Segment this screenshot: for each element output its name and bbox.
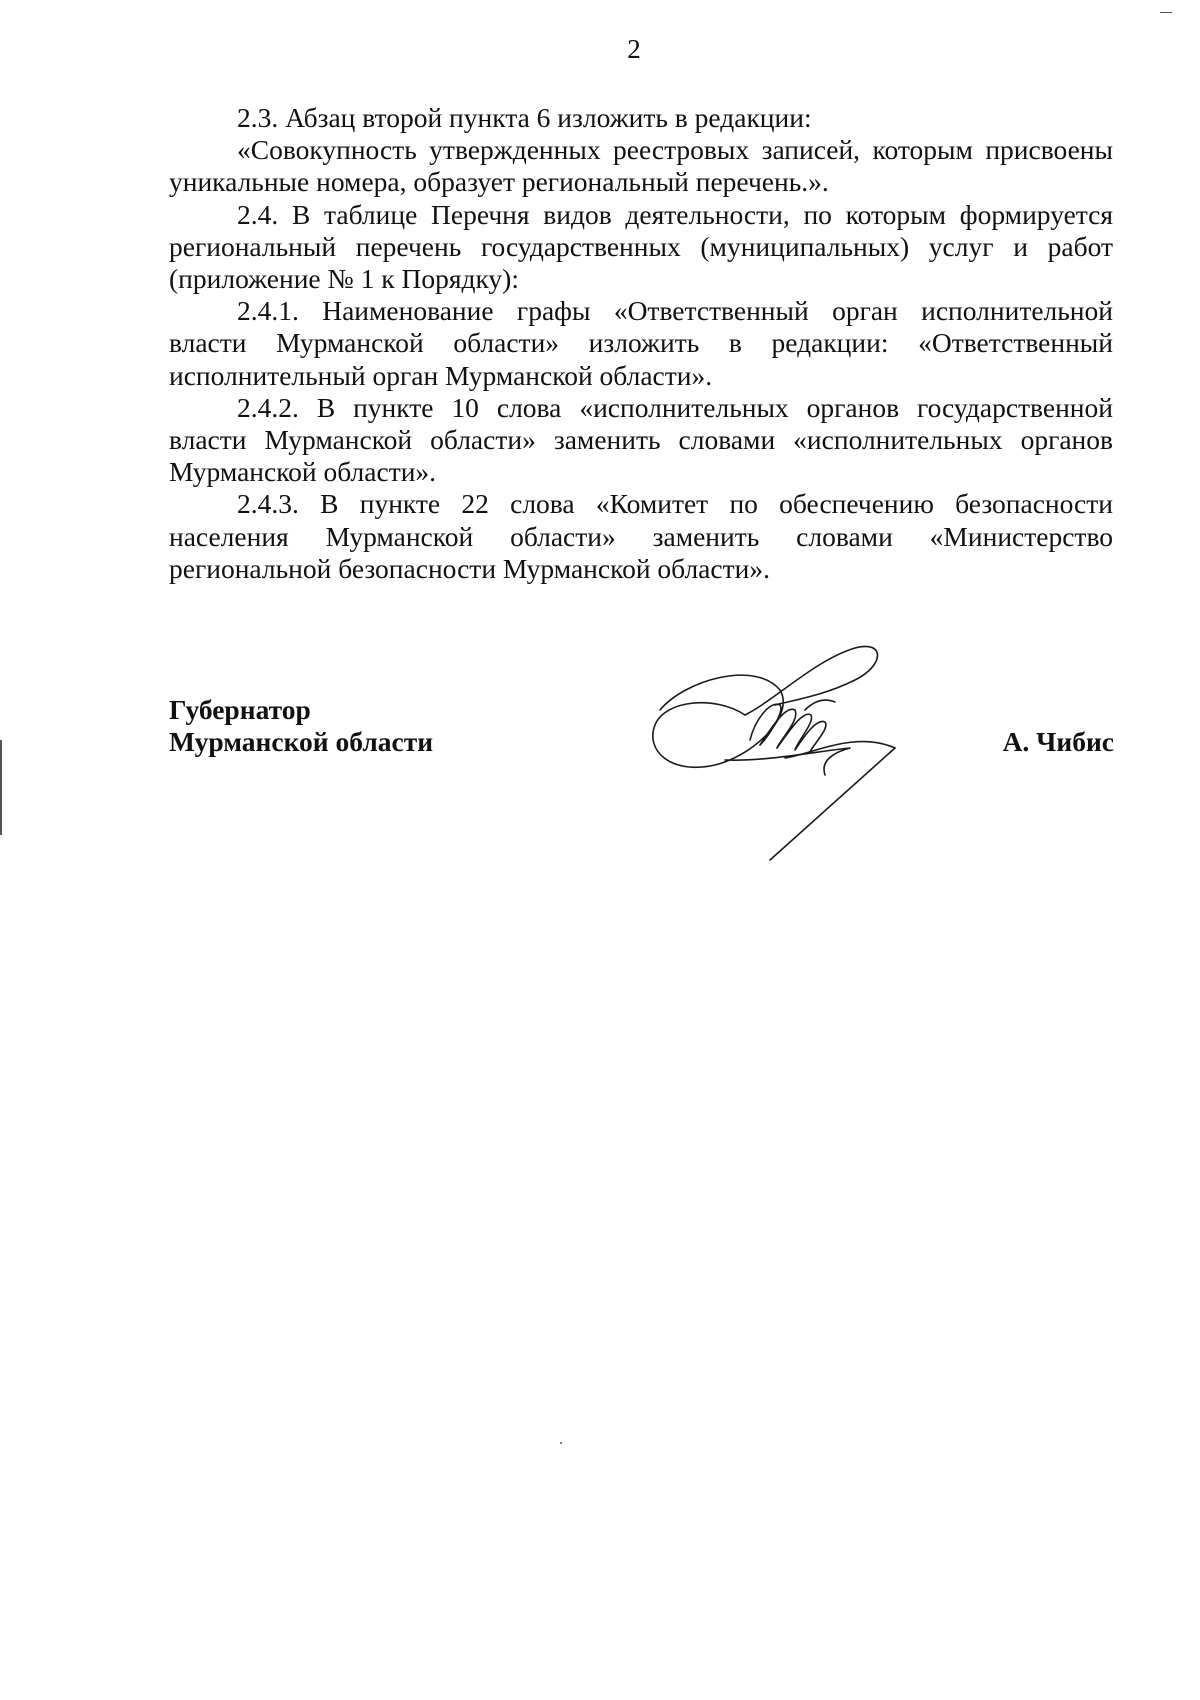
paragraph-2-3: 2.3. Абзац второй пункта 6 изложить в редакции: xyxy=(237,102,812,133)
signatory-name: А. Чибис xyxy=(1002,726,1114,757)
signatory-title xyxy=(169,694,433,758)
signatory-title-line2: Мурманской области xyxy=(169,726,434,757)
paragraph-2-4-1: 2.4.1. Наименование графы «Ответственный орган исполнительной власти Мурманской области» изложить в редакции: «Ответственный исполнительный орган Мурманской области». xyxy=(169,295,1113,391)
handwritten-signature xyxy=(645,640,925,890)
scan-dot-mark xyxy=(560,1442,562,1444)
paragraph-2-4-3: 2.4.3. В пункте 22 слова «Комитет по обеспечению безопасности населения Мурманской области» заменить словами «Министерство региональной безопасности Мурманской области». xyxy=(169,488,1113,584)
scan-edge-mark xyxy=(0,740,2,835)
paragraph-2-4-2: 2.4.2. В пункте 10 слова «исполнительных органов государственной власти Мурманской области» заменить словами «исполнительных органов Мурманской области». xyxy=(169,391,1113,488)
page-number: 2 xyxy=(627,34,641,64)
signatory-title-line1: Губернатор xyxy=(169,694,311,725)
paragraph-2-3-quote: «Совокупность утвержденных реестровых записей, которым присвоены уникальные номера, образует региональный перечень.». xyxy=(169,134,1113,198)
paragraph-2-4: 2.4. В таблице Перечня видов деятельности, по которым формируется региональный перечень государственных (муниципальных) услуг и работ (приложение № 1 к Порядку): xyxy=(169,198,1113,295)
scan-corner-mark xyxy=(1160,12,1172,13)
document-body xyxy=(169,102,1113,585)
